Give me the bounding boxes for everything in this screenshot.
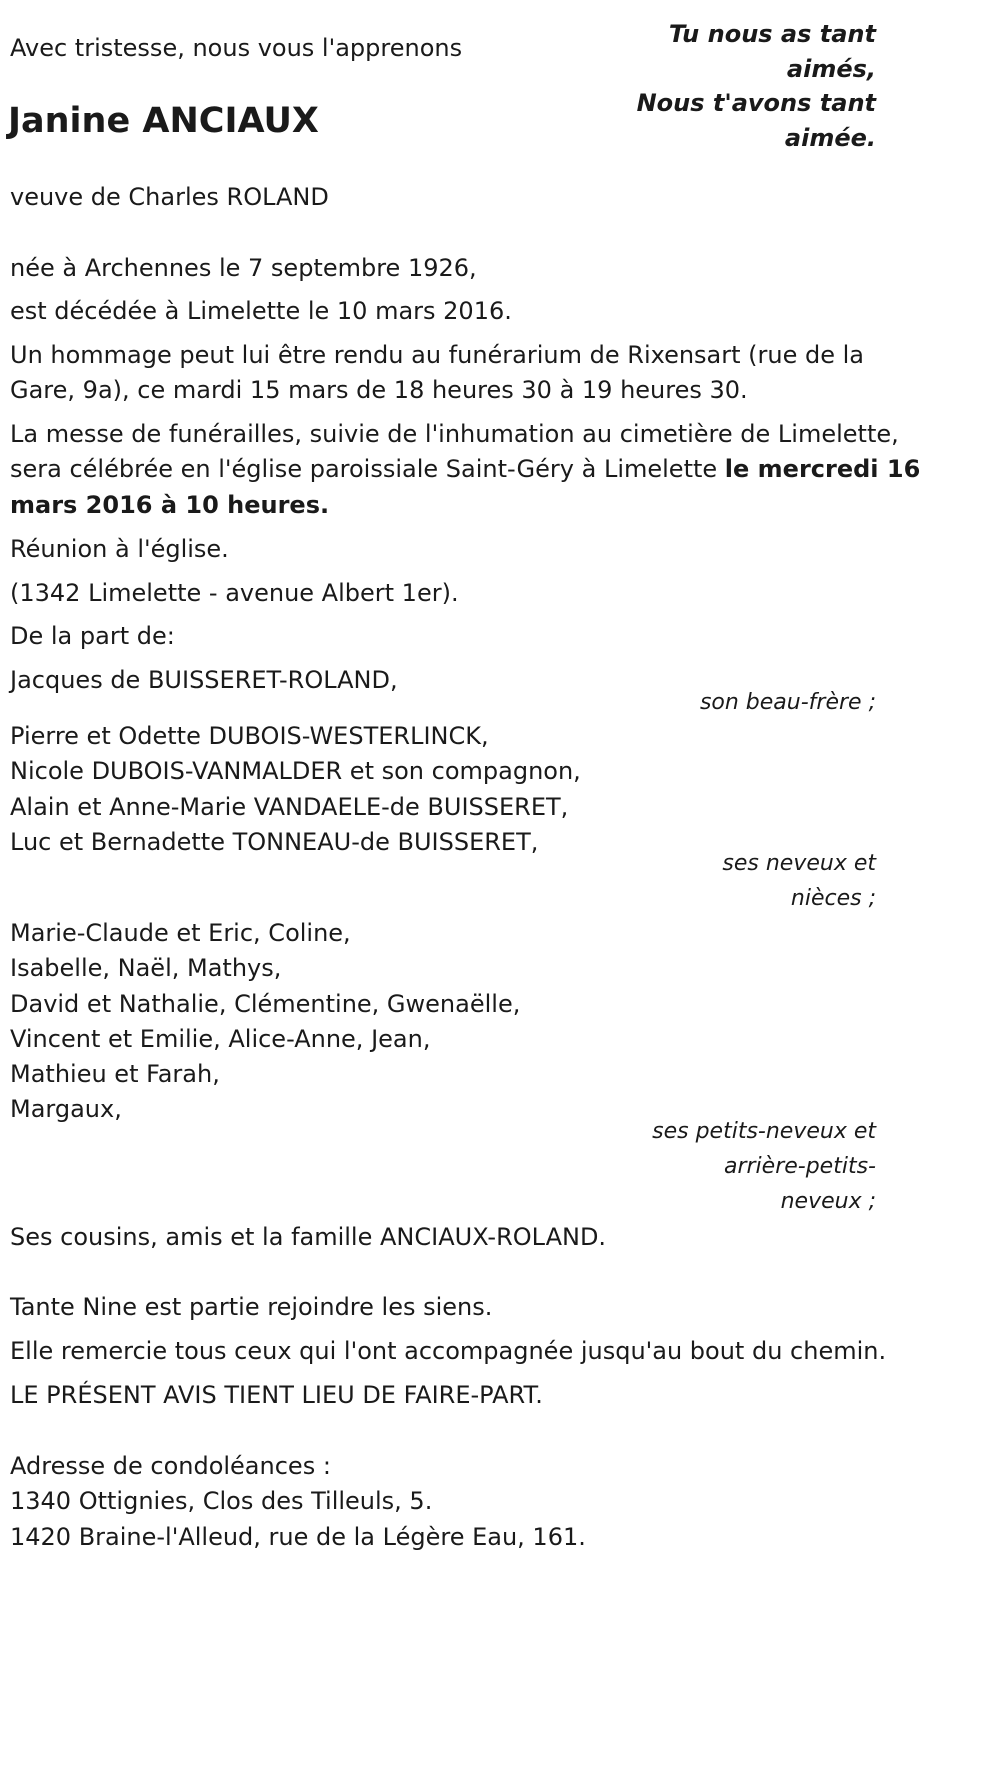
relation-line: arrière-petits- <box>723 1154 876 1179</box>
mass-line: La messe de funérailles, suivie de l'inhumation au cimetière de Limelette, <box>10 420 899 448</box>
relation-line: ses petits-neveux et <box>652 1119 876 1144</box>
birth-info: née à Archennes le 7 septembre 1926, <box>10 254 477 282</box>
tribute-line: Un hommage peut lui être rendu au funérarium de Rixensart (rue de la <box>10 341 865 369</box>
family-group-grandnephews <box>10 916 520 1128</box>
family-name: Isabelle, Naël, Mathys, <box>10 954 282 983</box>
meeting-info: Réunion à l'église. <box>10 535 229 563</box>
family-name: David et Nathalie, Clémentine, Gwenaëlle, <box>10 989 521 1018</box>
from-label: De la part de: <box>10 622 175 650</box>
family-name: Mathieu et Farah, <box>10 1060 220 1089</box>
family-relation <box>652 1114 876 1219</box>
condolences <box>10 1449 586 1555</box>
family-name: Margaux, <box>10 1095 122 1124</box>
tribute-paragraph <box>10 338 864 409</box>
motto-line: aimée. <box>784 123 876 152</box>
relation-line: ses neveux et <box>722 851 876 876</box>
family-name: Pierre et Odette DUBOIS-WESTERLINCK, <box>10 722 489 750</box>
other-family: Ses cousins, amis et la famille ANCIAUX-ROLAND. <box>10 1223 607 1251</box>
mass-line <box>10 452 920 487</box>
tribute-line: Gare, 9a), ce mardi 15 mars de 18 heures 30 à 19 heures 30. <box>10 376 748 405</box>
condolences-address: 1420 Braine-l'Alleud, rue de la Légère Eau, 161. <box>10 1522 586 1551</box>
closing-line: Tante Nine est partie rejoindre les siens. <box>10 1293 493 1321</box>
motto-line: aimés, <box>786 54 876 83</box>
motto-line: Tu nous as tant <box>668 20 876 48</box>
family-name: Alain et Anne-Marie VANDAELE-de BUISSERET, <box>10 792 569 821</box>
death-info: est décédée à Limelette le 10 mars 2016. <box>10 297 512 325</box>
condolences-label: Adresse de condoléances : <box>10 1452 331 1480</box>
deceased-name: Janine ANCIAUX <box>8 101 319 141</box>
relation-line: nièces ; <box>790 886 876 911</box>
family-name: Nicole DUBOIS-VANMALDER et son compagnon, <box>10 757 581 786</box>
family-name: Marie-Claude et Eric, Coline, <box>10 919 351 947</box>
mass-time-bold: mars 2016 à 10 heures. <box>10 490 330 519</box>
family-name: Vincent et Emilie, Alice-Anne, Jean, <box>10 1024 431 1053</box>
intro-text: Avec tristesse, nous vous l'apprenons <box>10 34 463 62</box>
relation-line: neveux ; <box>780 1189 876 1214</box>
mass-date-bold: le mercredi 16 <box>724 455 921 484</box>
condolences-address: 1340 Ottignies, Clos des Tilleuls, 5. <box>10 1487 433 1516</box>
closing-line: LE PRÉSENT AVIS TIENT LIEU DE FAIRE-PART. <box>10 1381 543 1409</box>
family-name: Luc et Bernadette TONNEAU-de BUISSERET, <box>10 827 539 856</box>
mass-line-regular: sera célébrée en l'église paroissiale Saint-Géry à Limelette <box>10 455 725 484</box>
mass-line <box>10 488 920 523</box>
motto <box>636 17 876 155</box>
motto-line: Nous t'avons tant <box>636 89 876 117</box>
church-address: (1342 Limelette - avenue Albert 1er). <box>10 579 459 607</box>
family-group-nephews <box>10 719 581 860</box>
family-name: Jacques de BUISSERET-ROLAND, <box>10 666 398 694</box>
closing-line: Elle remercie tous ceux qui l'ont accompagnée jusqu'au bout du chemin. <box>10 1337 887 1365</box>
widow-of: veuve de Charles ROLAND <box>10 183 329 211</box>
mass-paragraph <box>10 417 920 523</box>
family-relation: son beau-frère ; <box>699 690 876 715</box>
family-relation <box>722 846 876 916</box>
